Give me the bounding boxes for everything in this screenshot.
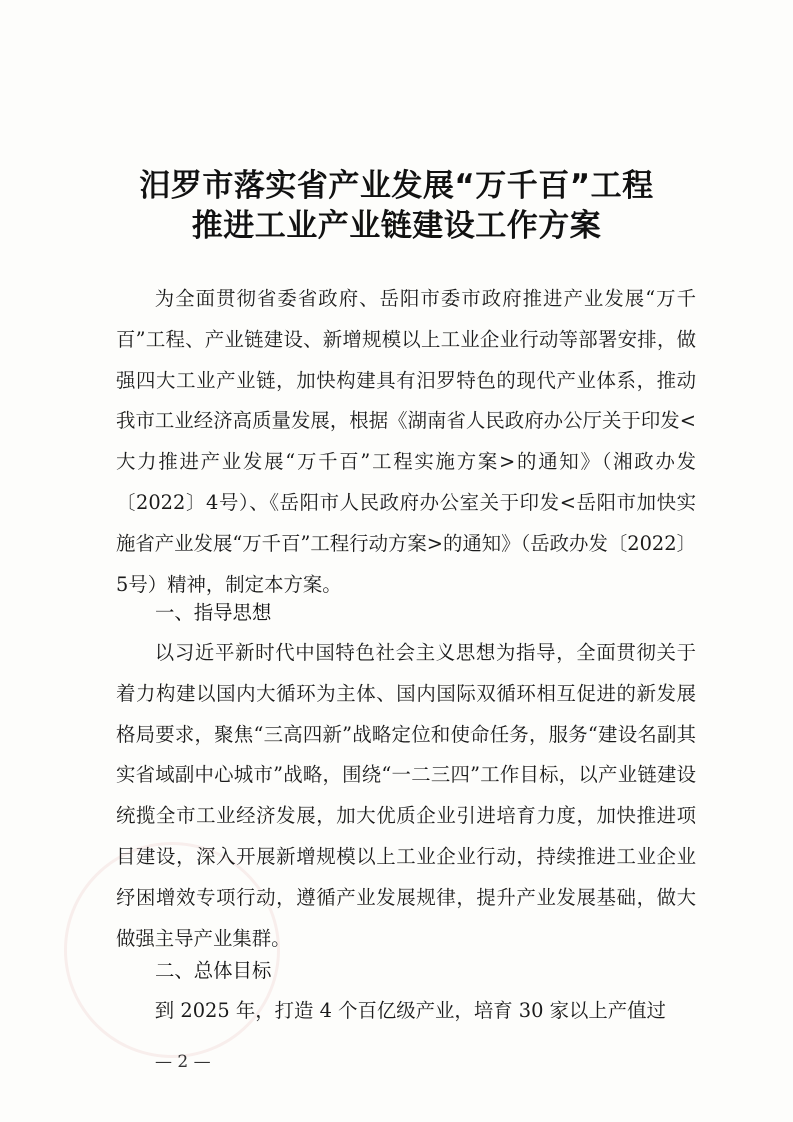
page-number: — 2 — bbox=[155, 1052, 211, 1072]
section-heading-guiding-ideology: 一、指导思想 bbox=[155, 601, 272, 624]
section-body-overall-goals: 到 2025 年，打造 4 个百亿级产业，培育 30 家以上产值过 bbox=[154, 999, 666, 1022]
section-heading-overall-goals: 二、总体目标 bbox=[155, 959, 272, 982]
document-title-line-2: 推进工业产业链建设工作方案 bbox=[191, 208, 602, 244]
section-body-guiding-ideology: 以习近平新时代中国特色社会主义思想为指导，全面贯彻关于着力构建以国内大循环为主体、国内国际双循环相互促进的新发展格局要求，聚焦“三高四新”战略定位和使命任务，服务“建设名副其实省域副中心城市”战略，围绕“一二三四”工作目标，以产业链建设统揽全市工业经济发展，加大优质企业引进培育力度，加快推进项目建设，深入开展新增规模以上工业企业行动，持续推进工业企业纾困增效专项行动，遵循产业发展规律，提升产业发展基础，做大做强主导产业集群。 bbox=[116, 641, 696, 950]
document-title-line-1: 汨罗市落实省产业发展“万千百”工程 bbox=[139, 168, 654, 204]
intro-paragraph: 为全面贯彻省委省政府、岳阳市委市政府推进产业发展“万千百”工程、产业链建设、新增规模以上工业企业行动等部署安排，做强四大工业产业链，加快构建具有汨罗特色的现代产业体系，推动我市工业经济高质量发展，根据《湖南省人民政府办公厅关于印发<大力推进产业发展“万千百”工程实施方案>的通知》（湘政办发〔2022〕4号）、《岳阳市人民政府办公室关于印发<岳阳市加快实施省产业发展“万千百”工程行动方案>的通知》（岳政办发〔2022〕5号）精神，制定本方案。 bbox=[116, 287, 696, 596]
